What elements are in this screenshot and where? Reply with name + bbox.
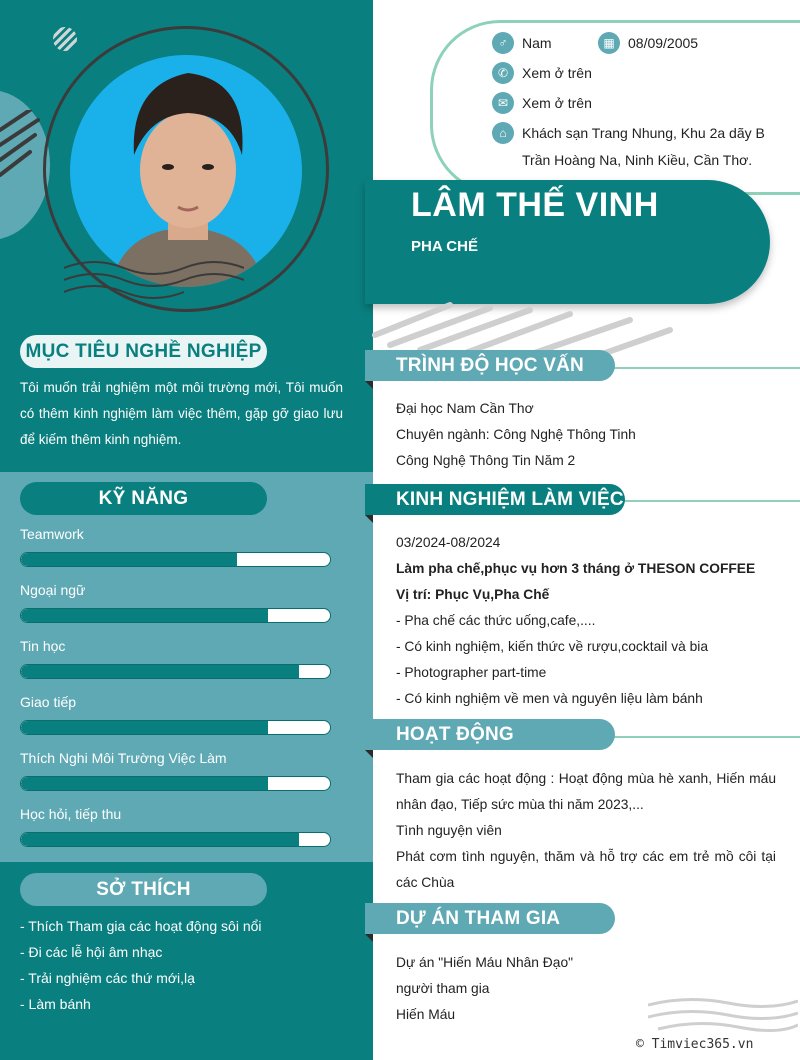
skill-item: [20, 582, 331, 623]
address-row-2: [522, 152, 752, 168]
wave-lines-decoration: [648, 995, 798, 1035]
skill-label: Tin học: [20, 638, 66, 654]
skill-item: [20, 806, 331, 847]
objective-text: Tôi muốn trải nghiệm một môi trường mới, Tôi muốn có thêm kinh nghiệm làm việc thêm, gặp gỡ giao lưu để kiếm thêm kinh nghiệm.: [20, 380, 343, 447]
dob-value: 08/09/2005: [628, 35, 699, 51]
activities-line: Tình nguyện viên: [396, 823, 502, 838]
section-divider: [600, 736, 800, 738]
skill-bar-fill: [21, 553, 237, 566]
project-line: Hiến Máu: [396, 1007, 456, 1022]
experience-heading: KINH NGHIỆM LÀM VIỆC: [365, 484, 625, 515]
project-line: người tham gia: [396, 981, 490, 996]
dob-row: [598, 32, 698, 54]
experience-position: Vị trí: Phục Vụ,Pha Chế: [396, 587, 550, 602]
job-title: PHA CHẾ: [411, 238, 478, 255]
objective-heading: MỤC TIÊU NGHỀ NGHIỆP: [20, 335, 267, 368]
skill-bar-fill: [21, 777, 268, 790]
activities-content: [396, 766, 776, 896]
education-content: [396, 396, 636, 474]
gender-row: [492, 32, 552, 54]
skill-label: Thích Nghi Môi Trường Việc Làm: [20, 750, 227, 766]
address-line1: Khách sạn Trang Nhung, Khu 2a dãy B: [522, 125, 765, 141]
skill-bar-fill: [21, 609, 268, 622]
full-name: LÂM THẾ VINH: [411, 186, 659, 224]
list-item: - Đi các lễ hội âm nhạc: [20, 944, 163, 960]
skill-bar: [20, 720, 331, 735]
skill-bar: [20, 664, 331, 679]
skills-heading: KỸ NĂNG: [20, 482, 267, 515]
list-item: - Trải nghiệm các thứ mới,lạ: [20, 970, 195, 986]
experience-period: 03/2024-08/2024: [396, 535, 501, 550]
education-line: Chuyên ngành: Công Nghệ Thông Tinh: [396, 427, 636, 442]
education-line: Đại học Nam Cần Thơ: [396, 401, 534, 416]
skill-bar: [20, 608, 331, 623]
education-line: Công Nghệ Thông Tin Năm 2: [396, 453, 576, 468]
skill-bar: [20, 776, 331, 791]
activities-heading: HOẠT ĐỘNG: [365, 719, 615, 750]
skill-label: Teamwork: [20, 526, 84, 542]
skill-bar-fill: [21, 721, 268, 734]
projects-content: [396, 950, 573, 1028]
address-line2: Trần Hoàng Na, Ninh Kiều, Cần Thơ.: [522, 152, 753, 168]
hobbies-heading: SỞ THÍCH: [20, 873, 267, 906]
skill-item: [20, 526, 331, 567]
section-divider: [610, 500, 800, 502]
email-value: Xem ở trên: [522, 95, 592, 111]
home-icon: ⌂: [492, 122, 514, 144]
skill-bar-fill: [21, 833, 299, 846]
email-row: [492, 92, 592, 114]
calendar-icon: ▦: [598, 32, 620, 54]
phone-row: [492, 62, 592, 84]
section-divider: [600, 367, 800, 369]
skill-label: Học hỏi, tiếp thu: [20, 806, 122, 822]
skill-item: [20, 750, 331, 791]
experience-headline: Làm pha chế,phục vụ hơn 3 tháng ở THESON COFFEE: [396, 561, 756, 576]
skill-item: [20, 638, 331, 679]
skill-bar-fill: [21, 665, 299, 678]
wave-lines-decoration: [64, 248, 244, 308]
experience-content: [396, 530, 755, 712]
experience-bullet: - Có kinh nghiệm về men và nguyên liệu làm bánh: [396, 691, 703, 706]
list-item: - Làm bánh: [20, 996, 91, 1012]
activities-line: Tham gia các hoạt động : Hoạt động mùa hè xanh, Hiến máu nhân đạo, Tiếp sức mùa thi năm 2023,...: [396, 771, 776, 812]
experience-bullet: - Photographer part-time: [396, 665, 547, 680]
striped-circle-decoration: [53, 27, 77, 51]
activities-line: Phát cơm tình nguyện, thăm và hỗ trợ các em trẻ mồ côi tại các Chùa: [396, 849, 776, 890]
person-icon: ♂: [492, 32, 514, 54]
hobbies-list: [20, 913, 262, 1017]
education-heading: TRÌNH ĐỘ HỌC VẤN: [365, 350, 615, 381]
phone-value: Xem ở trên: [522, 65, 592, 81]
skill-bar: [20, 832, 331, 847]
projects-heading: DỰ ÁN THAM GIA: [365, 903, 615, 934]
address-row: [492, 122, 765, 144]
skill-label: Giao tiếp: [20, 694, 77, 710]
project-line: Dự án "Hiến Máu Nhân Đạo": [396, 955, 574, 970]
mail-icon: ✉: [492, 92, 514, 114]
brush-stroke-decoration: [0, 110, 40, 190]
experience-bullet: - Pha chế các thức uống,cafe,....: [396, 613, 596, 628]
gender-value: Nam: [522, 35, 552, 51]
list-item: - Thích Tham gia các hoạt động sôi nổi: [20, 918, 262, 934]
skill-bar: [20, 552, 331, 567]
phone-icon: ✆: [492, 62, 514, 84]
skill-label: Ngoại ngữ: [20, 582, 86, 598]
experience-bullet: - Có kinh nghiệm, kiến thức về rượu,cocktail và bia: [396, 639, 709, 654]
skill-item: [20, 694, 331, 735]
watermark: © Timviec365.vn: [636, 1037, 754, 1052]
